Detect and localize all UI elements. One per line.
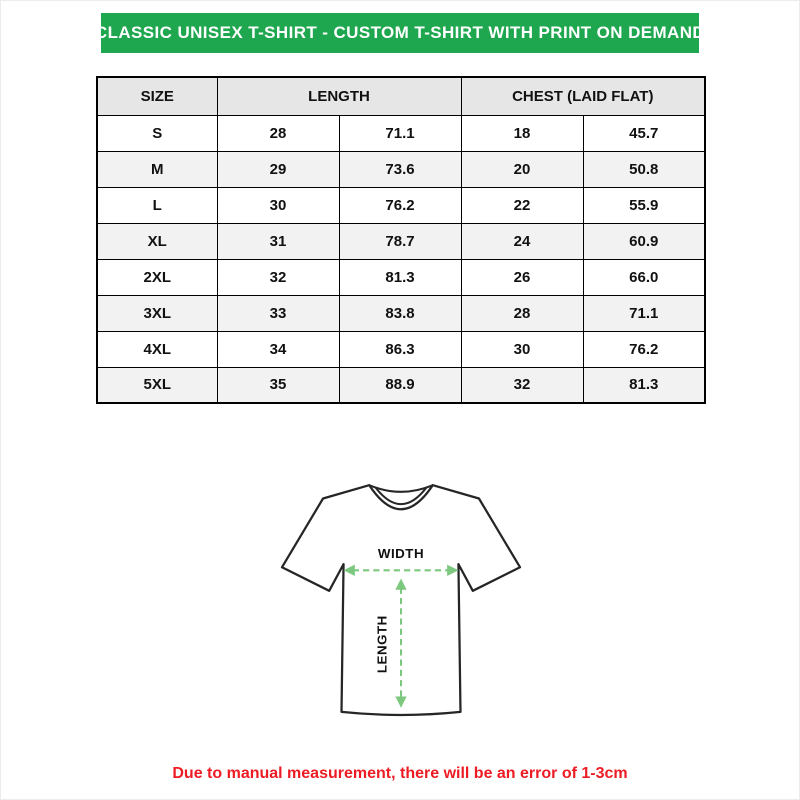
col-header-size: SIZE (97, 77, 217, 115)
cell-length_in: 29 (217, 151, 339, 187)
table-row (97, 367, 705, 403)
width-label: WIDTH (377, 545, 425, 561)
table-row (97, 259, 705, 295)
col-header-length: LENGTH (217, 77, 461, 115)
cell-length_in: 31 (217, 223, 339, 259)
cell-chest_in: 22 (461, 187, 583, 223)
cell-chest_cm: 71.1 (583, 295, 705, 331)
cell-size: 4XL (97, 331, 217, 367)
col-header-chest: CHEST (LAID FLAT) (461, 77, 705, 115)
cell-length_cm: 76.2 (339, 187, 461, 223)
size-table-body (97, 115, 705, 403)
cell-chest_in: 24 (461, 223, 583, 259)
cell-chest_cm: 66.0 (583, 259, 705, 295)
cell-size: M (97, 151, 217, 187)
size-table (96, 76, 706, 404)
cell-length_in: 35 (217, 367, 339, 403)
cell-length_cm: 73.6 (339, 151, 461, 187)
cell-chest_cm: 55.9 (583, 187, 705, 223)
title-banner (94, 13, 706, 53)
cell-size: S (97, 115, 217, 151)
table-header-row (97, 77, 705, 115)
cell-length_cm: 78.7 (339, 223, 461, 259)
cell-chest_in: 26 (461, 259, 583, 295)
cell-chest_in: 32 (461, 367, 583, 403)
cell-chest_in: 20 (461, 151, 583, 187)
cell-size: 3XL (97, 295, 217, 331)
cell-length_in: 32 (217, 259, 339, 295)
cell-length_in: 33 (217, 295, 339, 331)
cell-length_cm: 81.3 (339, 259, 461, 295)
cell-chest_cm: 76.2 (583, 331, 705, 367)
cell-length_cm: 71.1 (339, 115, 461, 151)
cell-size: 5XL (97, 367, 217, 403)
cell-length_in: 28 (217, 115, 339, 151)
page-title: CLASSIC UNISEX T-SHIRT - CUSTOM T-SHIRT WITH PRINT ON DEMAND (94, 23, 706, 42)
table-row (97, 187, 705, 223)
cell-chest_in: 28 (461, 295, 583, 331)
cell-chest_cm: 81.3 (583, 367, 705, 403)
cell-length_cm: 83.8 (339, 295, 461, 331)
table-row (97, 331, 705, 367)
table-row (97, 295, 705, 331)
cell-length_in: 34 (217, 331, 339, 367)
tshirt-outline-illustration (246, 439, 556, 757)
measurement-note: Due to manual measurement, there will be an error of 1-3cm (172, 765, 628, 782)
cell-chest_in: 18 (461, 115, 583, 151)
length-label: LENGTH (374, 615, 390, 674)
table-row (97, 151, 705, 187)
cell-length_in: 30 (217, 187, 339, 223)
table-row (97, 115, 705, 151)
cell-chest_cm: 50.8 (583, 151, 705, 187)
cell-size: XL (97, 223, 217, 259)
cell-length_cm: 86.3 (339, 331, 461, 367)
cell-size: 2XL (97, 259, 217, 295)
cell-length_cm: 88.9 (339, 367, 461, 403)
cell-chest_cm: 45.7 (583, 115, 705, 151)
cell-size: L (97, 187, 217, 223)
tshirt-diagram (1, 439, 800, 757)
cell-chest_in: 30 (461, 331, 583, 367)
table-row (97, 223, 705, 259)
cell-chest_cm: 60.9 (583, 223, 705, 259)
